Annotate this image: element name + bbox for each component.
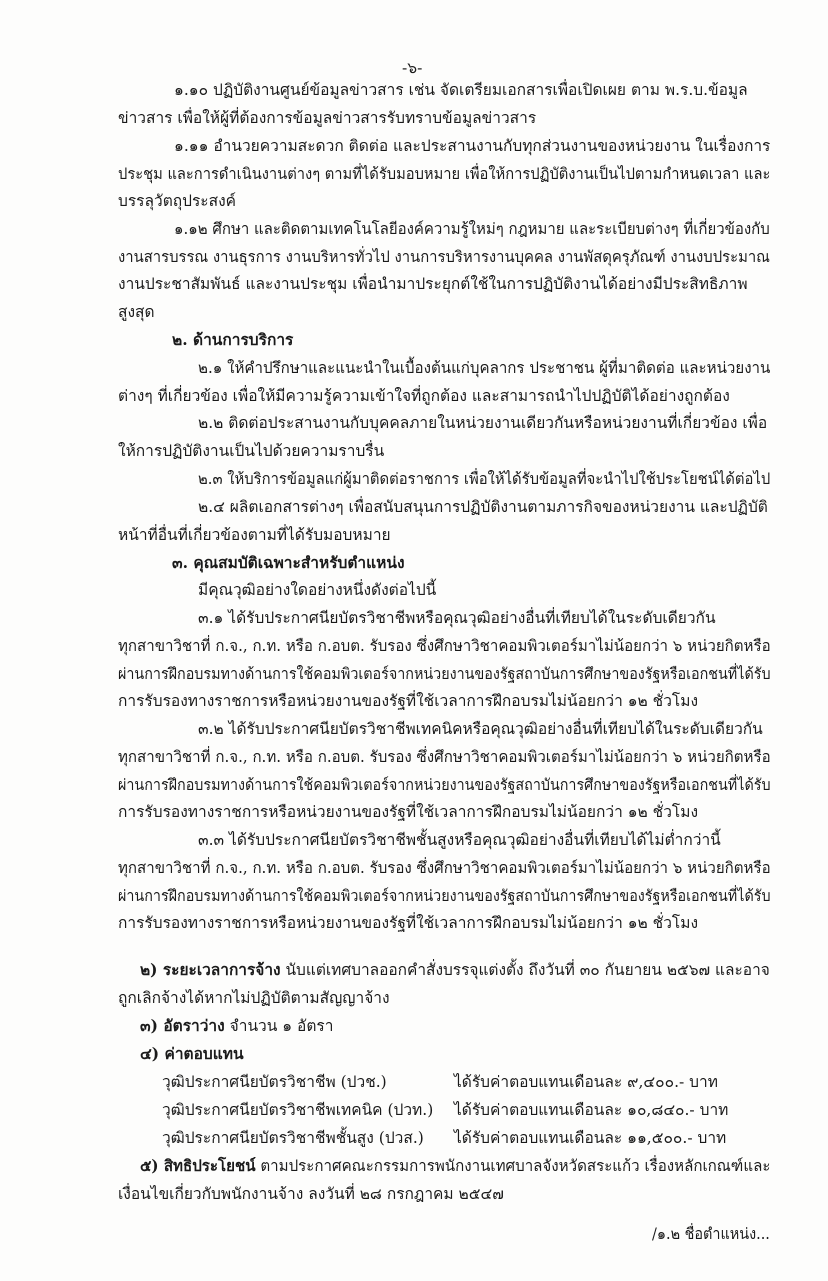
qual-3-2-line1: ๓.๒ ได้รับประกาศนียบัตรวิชาชีพเทคนิคหรือคุณวุฒิอย่างอื่นที่เทียบได้ในระดับเดียวกัน — [198, 720, 763, 738]
item-1-11-line2: ประชุม และการดำเนินงานต่างๆ ตามที่ได้รับมอบหมาย เพื่อให้การปฏิบัติงานเป็นไปตามกำหนดเวลา และ — [118, 165, 771, 183]
service-2-2-line1: ๒.๒ ติดต่อประสานงานกับบุคคลภายในหน่วยงานเดียวกันหรือหน่วยงานที่เกี่ยวข้อง เพื่อ — [198, 414, 768, 432]
qual-3-3-line1: ๓.๓ ได้รับประกาศนียบัตรวิชาชีพชั้นสูงหรือคุณวุฒิอย่างอื่นที่เทียบได้ไม่ต่ำกว่านี้ — [198, 831, 721, 849]
benefits-label: ๕) สิทธิประโยชน์ — [140, 1156, 256, 1175]
page-number: -๖- — [402, 59, 423, 77]
qual-3-1-line4: การรับรองทางราชการหรือหน่วยงานของรัฐที่ใช้เวลาการฝึกอบรมไม่น้อยกว่า ๑๒ ชั่วโมง — [118, 692, 699, 710]
item-1-10-line2: ข่าวสาร เพื่อให้ผู้ที่ต้องการข้อมูลข่าวสารรับทราบข้อมูลข่าวสาร — [118, 109, 537, 127]
qual-3-2-line4: การรับรองทางราชการหรือหน่วยงานของรัฐที่ใช้เวลาการฝึกอบรมไม่น้อยกว่า ๑๒ ชั่วโมง — [118, 803, 699, 821]
compensation-label: ๔) ค่าตอบแทน — [140, 1044, 244, 1063]
item-1-10-line1: ๑.๑๐ ปฏิบัติงานศูนย์ข้อมูลข่าวสาร เช่น จัดเตรียมเอกสารเพื่อเปิดเผย ตาม พ.ร.บ.ข้อมูล — [174, 81, 748, 99]
compensation-row-1-qualification: วุฒิประกาศนียบัตรวิชาชีพ (ปวช.) — [162, 1073, 387, 1091]
item-1-12-line3: งานประชาสัมพันธ์ และงานประชุม เพื่อนำมาประยุกต์ใช้ในการปฏิบัติงานได้อย่างมีประสิทธิภาพ — [118, 275, 748, 293]
compensation-row-2-qualification: วุฒิประกาศนียบัตรวิชาชีพเทคนิค (ปวท.) — [162, 1101, 434, 1119]
service-2-1-line2: ต่างๆ ที่เกี่ยวข้อง เพื่อให้มีความรู้ความเข้าใจที่ถูกต้อง และสามารถนำไปปฏิบัติได้อย่างถูกต้อง — [118, 387, 730, 405]
service-2-3-line1: ๒.๓ ให้บริการข้อมูลแก่ผู้มาติดต่อราชการ เพื่อให้ได้รับข้อมูลที่จะนำไปใช้ประโยชน์ได้ต่อไป — [198, 470, 771, 488]
compensation-row-2-pay: ได้รับค่าตอบแทนเดือนละ ๑๐,๘๔๐.- บาท — [454, 1101, 729, 1119]
item-1-12-line1: ๑.๑๒ ศึกษา และติดตามเทคโนโลยีองค์ความรู้ใหม่ๆ กฎหมาย และระเบียบต่างๆ ที่เกี่ยวข้องกับ — [174, 220, 770, 238]
vacancy-label: ๓) อัตราว่าง — [140, 1016, 225, 1035]
term-line2: ถูกเลิกจ้างได้หากไม่ปฏิบัติตามสัญญาจ้าง — [118, 989, 390, 1007]
qual-3-2-line2: ทุกสาขาวิชาที่ ก.จ., ก.ท. หรือ ก.อบต. รับรอง ซึ่งศึกษาวิชาคอมพิวเตอร์มาไม่น้อยกว่า ๖ หน่วยกิตหรือ — [118, 748, 771, 766]
item-1-12-line2: งานสารบรรณ งานธุรการ งานบริหารทั่วไป งานการบริหารงานบุคคล งานพัสดุครุภัณฑ์ งานงบประมาณ — [118, 248, 770, 266]
service-2-4-line2: หน้าที่อื่นที่เกี่ยวข้องตามที่ได้รับมอบหมาย — [118, 526, 391, 544]
qual-3-2-line3: ผ่านการฝึกอบรมทางด้านการใช้คอมพิวเตอร์จากหน่วยงานของรัฐสถาบันการศึกษาของรัฐหรือเอกชนที่ได้รับ — [118, 776, 771, 794]
compensation-row-3-qualification: วุฒิประกาศนียบัตรวิชาชีพชั้นสูง (ปวส.) — [162, 1129, 424, 1147]
vacancy-text: จำนวน ๑ อัตรา — [229, 1017, 334, 1035]
benefits-line1 — [140, 1156, 770, 1176]
qual-3-3-line4: การรับรองทางราชการหรือหน่วยงานของรัฐที่ใช้เวลาการฝึกอบรมไม่น้อยกว่า ๑๒ ชั่วโมง — [118, 914, 699, 932]
qual-3-1-line1: ๓.๑ ได้รับประกาศนียบัตรวิชาชีพหรือคุณวุฒิอย่างอื่นที่เทียบได้ในระดับเดียวกัน — [198, 609, 716, 627]
term-line1 — [140, 960, 770, 980]
qual-3-1-line2: ทุกสาขาวิชาที่ ก.จ., ก.ท. หรือ ก.อบต. รับรอง ซึ่งศึกษาวิชาคอมพิวเตอร์มาไม่น้อยกว่า ๖ หน่วยกิตหรือ — [118, 637, 771, 655]
term-label: ๒) ระยะเวลาการจ้าง — [140, 960, 281, 979]
qual-3-3-line3: ผ่านการฝึกอบรมทางด้านการใช้คอมพิวเตอร์จากหน่วยงานของรัฐสถาบันการศึกษาของรัฐหรือเอกชนที่ได้รับ — [118, 887, 771, 905]
benefits-line2: เงื่อนไขเกี่ยวกับพนักงานจ้าง ลงวันที่ ๒๘ กรกฎาคม ๒๕๔๗ — [118, 1185, 504, 1203]
compensation-row-3-pay: ได้รับค่าตอบแทนเดือนละ ๑๑,๕๐๐.- บาท — [454, 1129, 727, 1147]
qual-3-1-line3: ผ่านการฝึกอบรมทางด้านการใช้คอมพิวเตอร์จากหน่วยงานของรัฐสถาบันการศึกษาของรัฐหรือเอกชนที่ได้รับ — [118, 665, 771, 683]
service-2-1-line1: ๒.๑ ให้คำปรึกษาและแนะนำในเบื้องต้นแก่บุคลากร ประชาชน ผู้ที่มาติดต่อ และหน่วยงาน — [198, 359, 771, 377]
term-text1: นับแต่เทศบาลออกคำสั่งบรรจุแต่งตั้ง ถึงวันที่ ๓๐ กันยายน ๒๕๖๗ และอาจ — [285, 961, 770, 979]
qualifications-heading: ๓. คุณสมบัติเฉพาะสำหรับตำแหน่ง — [172, 553, 405, 572]
item-1-12-line4: สูงสุด — [118, 303, 155, 321]
item-1-11-line3: บรรลุวัตถุประสงค์ — [118, 192, 237, 210]
item-1-11-line1: ๑.๑๑ อำนวยความสะดวก ติดต่อ และประสานงานกับทุกส่วนงานของหน่วยงาน ในเรื่องการ — [174, 137, 771, 155]
qualifications-intro: มีคุณวุฒิอย่างใดอย่างหนึ่งดังต่อไปนี้ — [198, 581, 437, 599]
service-2-4-line1: ๒.๔ ผลิตเอกสารต่างๆ เพื่อสนับสนุนการปฏิบัติงานตามภารกิจของหน่วยงาน และปฏิบัติ — [198, 498, 768, 516]
service-2-2-line2: ให้การปฏิบัติงานเป็นไปด้วยความราบรื่น — [118, 442, 385, 460]
benefits-text1: ตามประกาศคณะกรรมการพนักงานเทศบาลจังหวัดสระแก้ว เรื่องหลักเกณฑ์และ — [260, 1157, 771, 1175]
compensation-row-1-pay: ได้รับค่าตอบแทนเดือนละ ๙,๔๐๐.- บาท — [454, 1073, 718, 1091]
vacancy-line — [140, 1016, 333, 1036]
continuation-note: /๑.๒ ชื่อตำแหน่ง... — [652, 1225, 770, 1243]
qual-3-3-line2: ทุกสาขาวิชาที่ ก.จ., ก.ท. หรือ ก.อบต. รับรอง ซึ่งศึกษาวิชาคอมพิวเตอร์มาไม่น้อยกว่า ๖ หน่วยกิตหรือ — [118, 859, 771, 877]
service-heading: ๒. ด้านการบริการ — [172, 330, 294, 349]
